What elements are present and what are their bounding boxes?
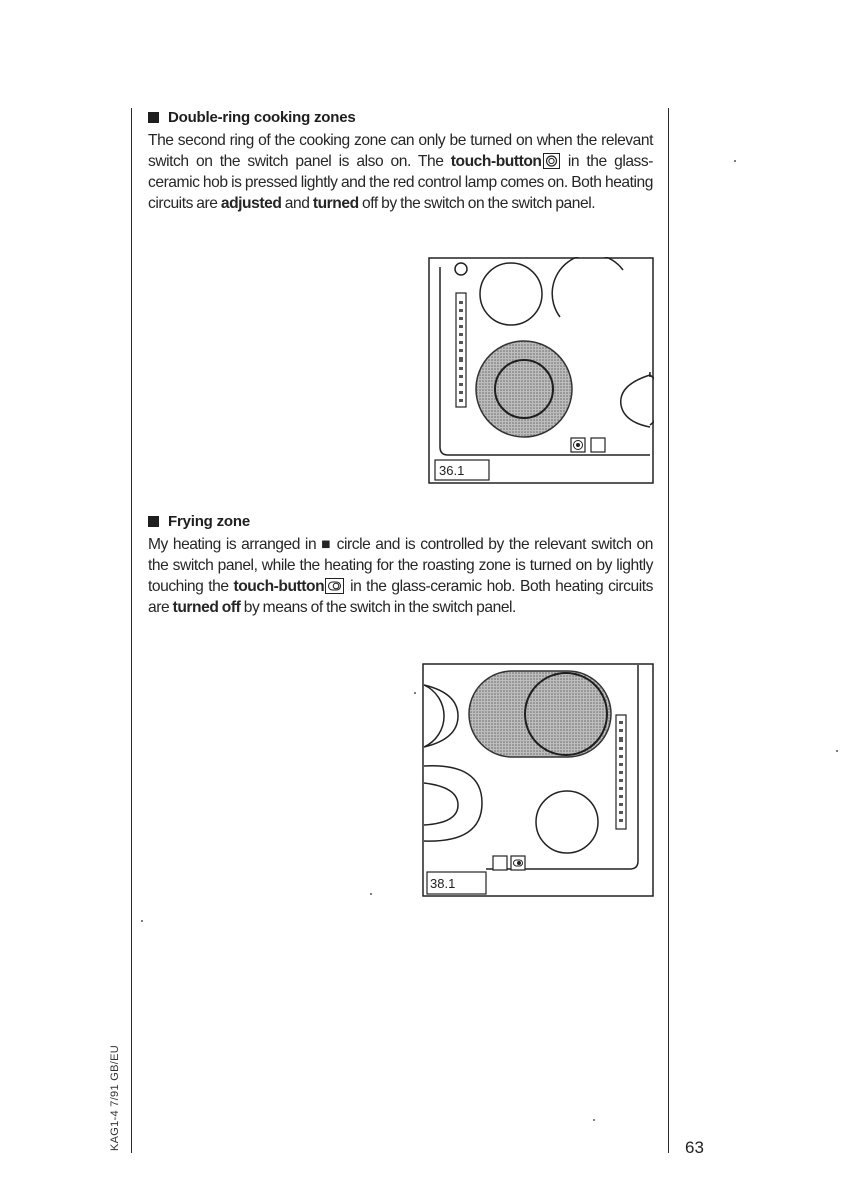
left-margin-rule <box>131 108 132 1153</box>
touch-button-oval-icon <box>325 578 344 594</box>
paragraph-double-ring: The second ring of the cooking zone can only be turned on when the relevant switch on the switch panel is also on. The touch-button in the glass-ceramic hob is pressed lightly and the red control lamp comes on. Both heating circuits are adjusted and turned off by the switch on the switch panel. <box>148 132 653 212</box>
scan-speck <box>836 750 838 752</box>
scan-speck <box>414 692 416 694</box>
figure-label-36-1: 36.1 <box>439 463 465 478</box>
right-margin-rule <box>668 108 669 1153</box>
document-code: KAG1-4 7/91 GB/EU <box>109 1045 121 1151</box>
square-bullet-icon <box>148 516 159 527</box>
page-number: 63 <box>685 1138 704 1157</box>
touch-button-ring-icon <box>543 153 560 169</box>
double-ring-zone-outer <box>476 341 572 437</box>
figure-label-38-1: 38.1 <box>430 876 456 891</box>
hob-diagram-double-ring <box>428 257 654 484</box>
heading-text: Double-ring cooking zones <box>168 109 356 126</box>
scan-speck <box>370 893 372 895</box>
scan-speck <box>141 920 143 922</box>
hob-diagram-frying-zone <box>422 663 654 897</box>
section-heading-frying-zone <box>148 513 250 530</box>
paragraph-frying-zone: My heating is arranged in ■ circle and is controlled by the relevant switch on the switch panel, while the heating for the roasting zone is turned on by lightly touching the touch-button in the glass-ceramic hob. Both heating circuits are turned off by means of the switch in the switch panel. <box>148 536 653 616</box>
square-bullet-icon <box>148 112 159 123</box>
scan-speck <box>593 1119 595 1121</box>
control-lamp-icon <box>493 856 507 870</box>
control-lamp-icon <box>591 438 605 452</box>
frying-zone-oval <box>469 671 611 757</box>
scan-speck <box>734 160 736 162</box>
heading-text: Frying zone <box>168 513 250 530</box>
section-heading-double-ring <box>148 109 356 126</box>
